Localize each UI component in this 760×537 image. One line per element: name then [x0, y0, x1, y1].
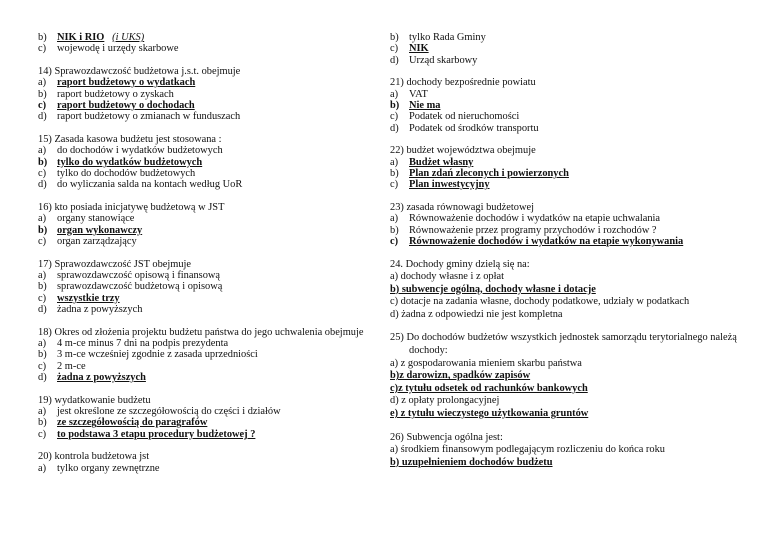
answer-a: a) tylko organy zewnętrzne [38, 462, 160, 474]
question-25 [390, 332, 740, 420]
answer-b: b) Nie ma [390, 100, 441, 112]
question-title: 15) Zasada kasowa budżetu jest stosowana : [38, 133, 222, 145]
answer-a: a) Budżet własny [390, 156, 474, 168]
answer-c: c) tylko do dochodów budżetowych [38, 168, 196, 180]
answer-c: c) NIK [390, 43, 429, 55]
answer-b: b) raport budżetowy o zyskach [38, 88, 174, 100]
answer-b: b) Plan zdań zleconych i powierzonych [390, 168, 569, 180]
answer-b: b) Równoważenie przez programy przychodów i rozchodów ? [390, 224, 657, 236]
question-22 [390, 145, 740, 191]
question-23 [390, 202, 740, 248]
answer-d: d) Podatek od środków transportu [390, 122, 539, 134]
question-26 [390, 432, 740, 470]
answer-a: a) sprawozdawczość opisową i finansową [38, 269, 221, 281]
answer-a: a) 4 m-ce minus 7 dni na podpis prezydenta [38, 337, 229, 349]
answer-b: b) tylko Rada Gminy [390, 32, 486, 43]
answer-text: NIK i RIO [57, 32, 105, 43]
answer-a: a) dochody własne i z opłat [390, 271, 504, 283]
answer-d: d) z opłaty prolongacyjnej [390, 395, 500, 407]
question-24 [390, 259, 740, 322]
answer-b: b) ze szczegółowością do paragrafów [38, 417, 208, 429]
answer-a: a) z gospodarowania mieniem skarbu państwa [390, 357, 582, 369]
question-title-cont: dochody: [409, 345, 448, 357]
answer-a: a) jest określone ze szczegółowością do części i działów [38, 405, 281, 417]
answer-b: b) subwencje ogólną, dochody własne i dotacje [390, 283, 596, 295]
question-title: 24. Dochody gminy dzielą się na: [390, 258, 530, 270]
question-title: 20) kontrola budżetowa jst [38, 451, 150, 463]
answer-c: c) Podatek od nieruchomości [390, 111, 520, 123]
answer-b: b) sprawozdawczość budżetową i opisową [38, 281, 223, 293]
question-16 [38, 202, 368, 248]
answer-d: d) Urząd skarbowy [390, 54, 478, 66]
question-title: 23) zasada równowagi budżetowej [390, 201, 534, 213]
answer-a: a) środkiem finansowym podlegającym rozliczeniu do końca roku [390, 444, 665, 456]
question-13-tail [38, 32, 368, 55]
answer-b: b) 3 m-ce wcześniej zgodnie z zasada uprzedniości [38, 349, 258, 361]
answer-extra: (i UKS) [112, 32, 145, 43]
question-title: 16) kto posiada inicjatywę budżetową w JST [38, 201, 225, 213]
answer-b: b) NIK i RIO (i UKS) [38, 32, 145, 43]
answer-c: c) Plan inwestycyjny [390, 179, 490, 191]
answer-c: c) wojewodę i urzędy skarbowe [38, 43, 179, 55]
question-title: 22) budżet województwa obejmuje [390, 145, 536, 157]
question-15 [38, 134, 368, 191]
right-column [390, 32, 740, 480]
answer-d: d) żadna z powyższych [38, 304, 143, 316]
question-21 [390, 77, 740, 134]
answer-a: a) Równoważenie dochodów i wydatków na etapie uchwalania [390, 213, 661, 225]
answer-b: b) organ wykonawczy [38, 224, 143, 236]
answer-d: d) do wyliczania salda na kontach według UoR [38, 179, 243, 191]
answer-e: e) z tytułu wieczystego użytkowania gruntów [390, 408, 589, 420]
answer-d: d) żadna z odpowiedzi nie jest kompletna [390, 308, 563, 320]
answer-a: a) do dochodów i wydatków budżetowych [38, 145, 223, 157]
answer-a: a) raport budżetowy o wydatkach [38, 77, 196, 89]
answer-b: b) tylko do wydatków budżetowych [38, 156, 203, 168]
answer-c: c) to podstawa 3 etapu procedury budżetowej ? [38, 428, 256, 440]
question-title: 25) Do dochodów budżetów wszystkich jednostek samorządu terytorialnego należą [390, 332, 737, 344]
answer-d: d) raport budżetowy o zmianach w funduszach [38, 111, 241, 123]
answer-c: c) dotacje na zadania własne, dochody podatkowe, udziały w podatkach [390, 296, 690, 308]
answer-b: b) uzupełnieniem dochodów budżetu [390, 456, 553, 468]
question-14 [38, 66, 368, 123]
answer-b: b)z darowizn, spadków zapisów [390, 370, 531, 382]
answer-c: c)z tytułu odsetek od rachunków bankowych [390, 382, 588, 394]
answer-c: c) wszystkie trzy [38, 292, 120, 304]
question-19 [38, 395, 368, 441]
left-column [38, 32, 368, 485]
question-18 [38, 327, 368, 384]
question-title: 17) Sprawozdawczość JST obejmuje [38, 258, 192, 270]
answer-c: c) 2 m-ce [38, 360, 86, 372]
question-17 [38, 259, 368, 316]
answer-c: c) raport budżetowy o dochodach [38, 100, 195, 112]
question-title: 18) Okres od złożenia projektu budżetu państwa do jego uchwalenia obejmuje [38, 326, 364, 338]
answer-c: c) organ zarządzający [38, 236, 137, 248]
answer-a: a) VAT [390, 88, 428, 100]
question-title: 21) dochody bezpośrednie powiatu [390, 77, 536, 89]
question-title: 26) Subwencja ogólna jest: [390, 431, 503, 443]
question-20-tail [390, 32, 740, 66]
question-title: 14) Sprawozdawczość budżetowa j.s.t. obejmuje [38, 65, 241, 77]
question-20 [38, 451, 368, 474]
answer-a: a) organy stanowiące [38, 213, 135, 225]
answer-c: c) Równoważenie dochodów i wydatków na etapie wykonywania [390, 236, 684, 248]
question-title: 19) wydatkowanie budżetu [38, 394, 151, 406]
answer-d: d) żadna z powyższych [38, 372, 146, 384]
